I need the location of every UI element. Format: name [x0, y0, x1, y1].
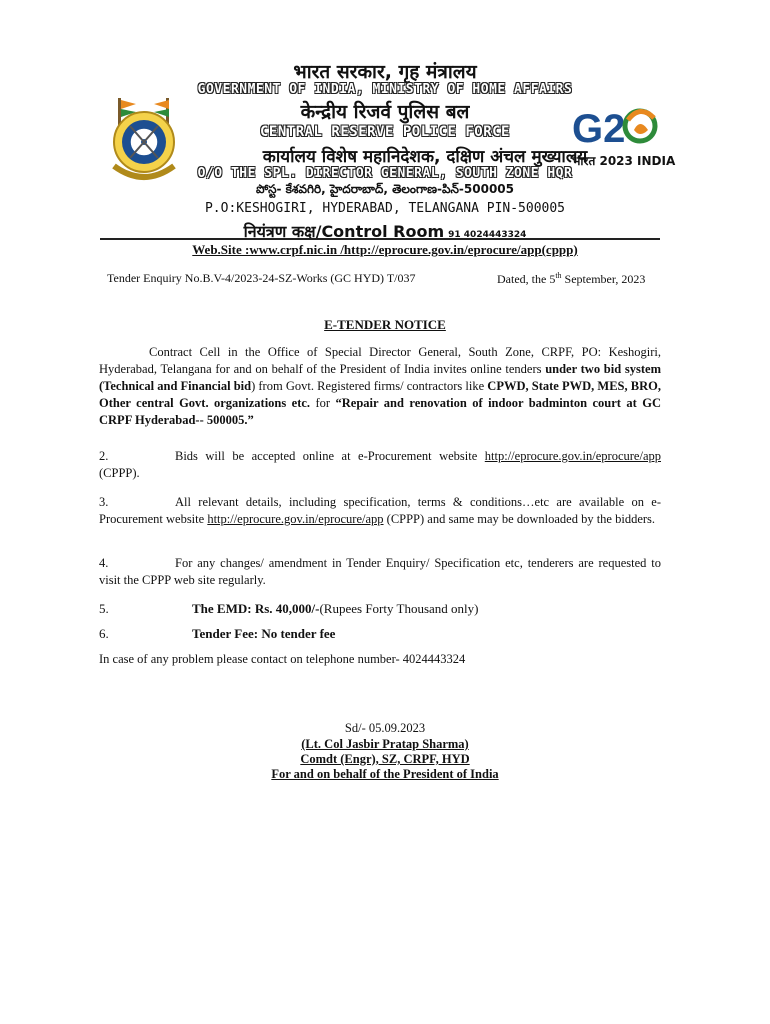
tender-fee-line	[99, 626, 335, 642]
p3-eprocure-link[interactable]: http://eprocure.gov.in/eprocure/app	[207, 512, 384, 526]
p3-number: 3.	[99, 495, 109, 509]
p2-text-a: Bids will be accepted online at e-Procurement website	[175, 449, 485, 463]
contact-line: In case of any problem please contact on telephone number- 4024443324	[99, 652, 466, 666]
header-divider	[100, 238, 660, 240]
signatory-name: (Lt. Col Jasbir Pratap Sharma)	[301, 737, 469, 751]
g20-year-label: भारत 2023 INDIA	[572, 154, 676, 168]
tender-enquiry-number: Tender Enquiry No.B.V-4/2023-24-SZ-Works (GC HYD) T/037	[107, 271, 416, 285]
paragraph-2	[99, 448, 661, 482]
p1-text-a: Contract Cell in the Office of Special Director General, South Zone, CRPF, PO: Keshogiri, Hyderabad, Telangana for and on behalf of the President of India invites online tenders	[99, 345, 661, 376]
p1-text-e: for	[310, 396, 336, 410]
p3-text-a: All relevant details, including specification, terms & conditions…etc are available on e-Procurement website	[99, 495, 661, 526]
p4-text: For any changes/ amendment in Tender Enquiry/ Specification etc, tenderers are requested to visit the CPPP web site regularly.	[99, 556, 661, 587]
paragraph-3	[99, 494, 661, 528]
tender-date	[497, 271, 645, 287]
emd-line	[99, 601, 478, 617]
p3-text-b: (CPPP) and same may be downloaded by the bidders.	[383, 512, 656, 526]
notice-title: E-TENDER NOTICE	[324, 317, 446, 332]
p2-number: 2.	[99, 449, 109, 463]
hindi-office-title: कार्यालय विशेष महानिदेशक, दक्षिण अंचल मुख्यालय	[262, 147, 588, 167]
english-office-title: O/O THE SPL. DIRECTOR GENERAL, SOUTH ZONE HQR	[197, 166, 573, 181]
english-force-title: CENTRAL RESERVE POLICE FORCE	[259, 124, 510, 140]
p1-work-title: “Repair and renovation of indoor badminton court at GC CRPF Hyderabad-- 500005.”	[99, 396, 661, 427]
english-govt-title: GOVERNMENT OF INDIA, MINISTRY OF HOME AFFAIRS	[197, 82, 573, 97]
emd-words: (Rupees Forty Thousand only)	[319, 601, 479, 616]
hindi-force-title: केन्द्रीय रिजर्व पुलिस बल	[300, 101, 470, 123]
signatory-designation: Comdt (Engr), SZ, CRPF, HYD	[300, 752, 470, 766]
hindi-govt-title: भारत सरकार, गृह मंत्रालय	[293, 61, 477, 83]
p2-text-b: (CPPP).	[99, 466, 140, 480]
telugu-address: పోస్ట- కేశవగిరి, హైదరాబాద్, తెలంగాణ-పిన్-500005	[255, 182, 514, 196]
emd-number: 5.	[99, 601, 109, 616]
p1-eligible-orgs: CPWD, State PWD, MES, BRO, Other central Govt. organizations etc.	[99, 379, 661, 410]
svg-text:G2: G2	[572, 107, 626, 151]
control-room-number: 91 4024443324	[448, 230, 527, 240]
on-behalf-line: For and on behalf of the President of India	[271, 767, 499, 781]
paragraph-4	[99, 555, 661, 589]
tender-fee-text: Tender Fee: No tender fee	[192, 626, 336, 641]
date-suffix: September, 2023	[561, 272, 646, 286]
p2-eprocure-link[interactable]: http://eprocure.gov.in/eprocure/app	[484, 449, 661, 463]
fee-number: 6.	[99, 626, 109, 641]
control-room-label: नियंत्रण कक्ष/Control Room	[243, 222, 445, 241]
p4-number: 4.	[99, 556, 109, 570]
date-prefix: Dated, the 5	[497, 272, 556, 286]
signed-date: Sd/- 05.09.2023	[344, 721, 426, 735]
p1-text-c: ) from Govt. Registered firms/ contractors like	[251, 379, 488, 393]
english-address: P.O:KESHOGIRI, HYDERABAD, TELANGANA PIN-500005	[204, 201, 566, 216]
p1-bid-system: under two bid system (Technical and Financial bid	[99, 362, 661, 393]
website-line[interactable]: Web.Site :www.crpf.nic.in /http://eprocure.gov.in/eprocure/app(cppp)	[192, 242, 578, 257]
emd-amount: The EMD: Rs. 40,000/-	[192, 601, 320, 616]
paragraph-1	[99, 344, 661, 429]
date-superscript: th	[555, 271, 562, 280]
